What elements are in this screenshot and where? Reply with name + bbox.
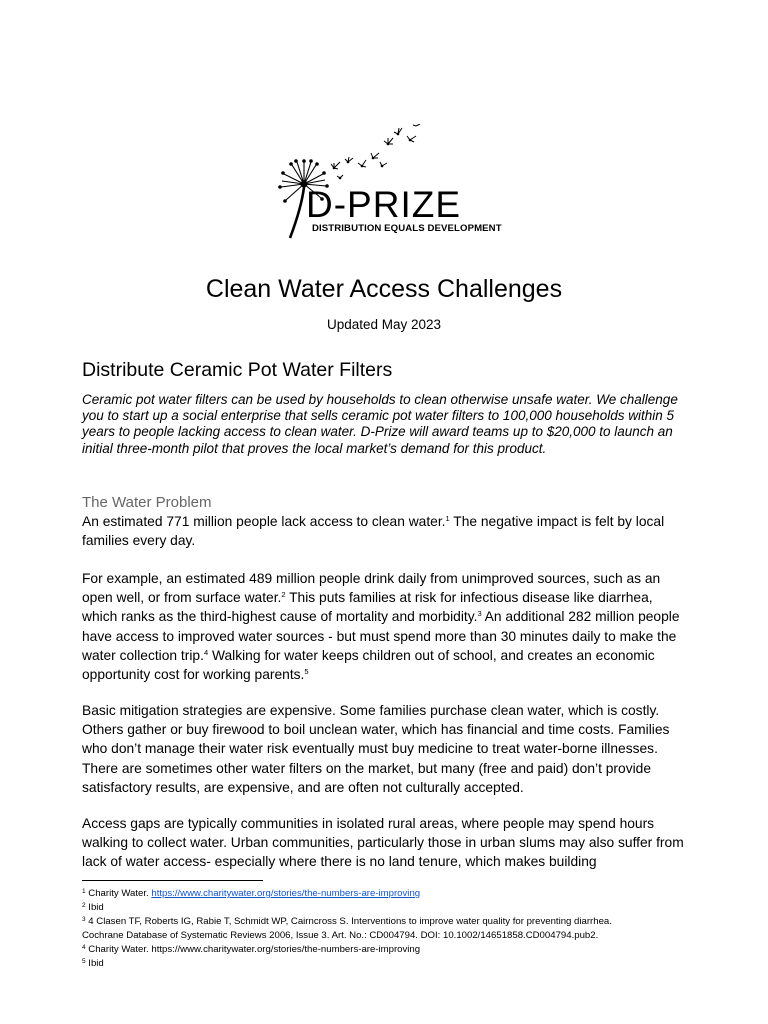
d-prize-logo — [270, 124, 502, 240]
section-heading: The Water Problem — [82, 494, 212, 511]
footnote-1-link[interactable]: https://www.charitywater.org/stories/the-numbers-are-improving — [151, 888, 421, 899]
challenge-heading: Distribute Ceramic Pot Water Filters — [82, 359, 393, 381]
logo-wordmark: D-PRIZE — [306, 184, 461, 225]
paragraph-3: Basic mitigation strategies are expensive. Some families purchase clean water, which is costly. Others gather or buy firewood to boil unclean water, which has financial and time costs. Families who don’t manage their water risk eventually must buy medicine to treat water-borne illnesses. There are sometimes other water filters on the market, but many (free and paid) don’t provide satisfactory results, are expensive, and are often not culturally accepted. — [82, 703, 670, 795]
footnote-ref-3[interactable]: 3 — [477, 609, 482, 619]
footnote-ref-2[interactable]: 2 — [281, 590, 286, 600]
footnote-2: $^2$ Ibid — [82, 902, 104, 914]
footnote-ref-1[interactable]: 1 — [445, 514, 450, 523]
footnote-3-continued: Cochrane Database of Systematic Reviews 2006, Issue 3. Art. No.: CD004794. DOI: 10.1002/14651858.CD004794.pub2. — [82, 930, 599, 942]
challenge-intro: Ceramic pot water filters can be used by households to clean otherwise unsafe water. We challenge you to start up a social enterprise that sells ceramic pot water filters to 100,000 households within 5 years to people lacking access to clean water. D-Prize will award teams up to $20,000 to launch an initial three-month pilot that proves the local market’s demand for this product. — [82, 392, 678, 456]
paragraph-1: An estimated 771 million people lack access to clean water.$^1$ The negative impact is felt by local families every day. — [82, 514, 665, 549]
footnote-ref-4[interactable]: 4 — [203, 647, 209, 657]
footnote-3: $^3$ 4 Clasen TF, Roberts IG, Rabie T, Schmidt WP, Cairncross S. Interventions to improve water quality for preventing diarrhea. — [82, 916, 612, 928]
footnote-4: $^4$ Charity Water. https://www.charitywater.org/stories/the-numbers-are-improving — [82, 944, 421, 956]
logo-tagline: DISTRIBUTION EQUALS DEVELOPMENT — [312, 223, 502, 234]
footnote-divider — [82, 880, 263, 881]
footnote-1: $^1$ Charity Water. https://www.charitywater.org/stories/the-numbers-are-improving — [82, 888, 421, 899]
updated-date: Updated May 2023 — [326, 317, 442, 332]
footnote-5: $^5$ Ibid — [82, 958, 104, 970]
footnote-ref-5[interactable]: 5 — [304, 667, 309, 677]
footnotes — [82, 887, 702, 972]
paragraph-2: For example, an estimated 489 million people drink daily from unimproved sources, such as an open well, or from surface water.$^2$ This puts families at risk for infectious disease like diarrhea, which ranks as the third-highest cause of mortality and morbidity.$^3$ An additional 282 million people have access to improved water sources - but must spend more than 30 minutes daily to make the water collection trip.$^4$ Walking for water keeps children out of school, and creates an economic opportunity cost for working parents.$^5$ — [82, 571, 680, 683]
page-title: Clean Water Access Challenges — [205, 275, 563, 303]
paragraph-4: Access gaps are typically communities in isolated rural areas, where people may spend hours walking to collect water. Urban communities, particularly those in urban slums may also suffer from lack of water access- especially where there is no land tenure, which makes building — [82, 816, 684, 870]
